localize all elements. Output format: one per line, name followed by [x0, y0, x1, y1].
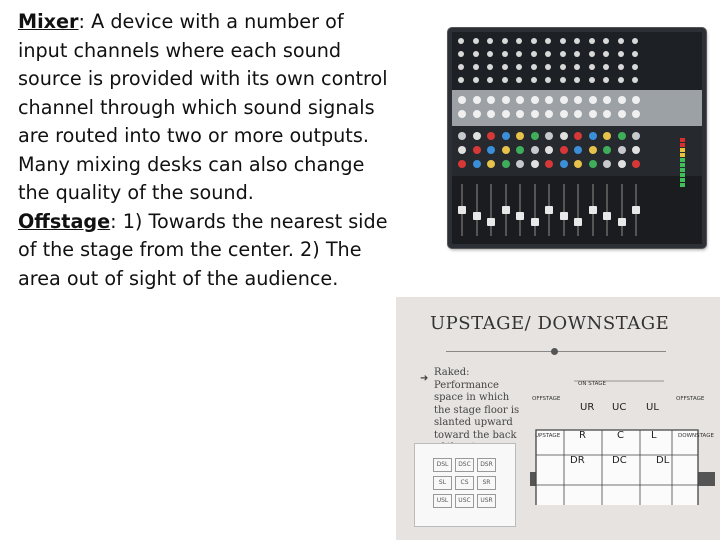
fader-track: [476, 184, 478, 236]
eq-knob-icon: [632, 146, 640, 154]
eq-knob-icon: [632, 160, 640, 168]
input-jack-icon: [473, 51, 479, 57]
input-jack-icon: [618, 64, 624, 70]
input-jack-icon: [589, 64, 595, 70]
offstage-definition-text: : 1) Towards the nearest side of the stage from the center. 2) The area out of sight of the audience.: [18, 209, 388, 290]
cell-ur: UR: [580, 402, 595, 413]
channel-knob-icon: [487, 96, 495, 104]
fader-cap-icon: [603, 212, 611, 220]
input-jack-icon: [502, 64, 508, 70]
eq-knob-icon: [502, 160, 510, 168]
channel-knob-icon: [632, 96, 640, 104]
input-jack-icon: [531, 38, 537, 44]
fader-track: [490, 184, 492, 236]
fader-track: [563, 184, 565, 236]
channel-knob-icon: [487, 110, 495, 118]
input-jack-icon: [589, 38, 595, 44]
eq-knob-icon: [458, 132, 466, 140]
eq-knob-icon: [618, 160, 626, 168]
input-jack-icon: [458, 77, 464, 83]
input-jack-icon: [574, 51, 580, 57]
inset-cell: SR: [477, 476, 496, 490]
input-jack-icon: [545, 38, 551, 44]
level-meter-led: [680, 138, 685, 142]
eq-knob-icon: [531, 160, 539, 168]
cell-l: L: [651, 430, 657, 441]
mixer-photo: [448, 28, 706, 248]
channel-knob-icon: [516, 96, 524, 104]
input-jack-icon: [632, 51, 638, 57]
eq-knob-icon: [473, 132, 481, 140]
left-upstage-label: UPSTAGE: [535, 433, 561, 439]
inset-cell: USR: [477, 494, 496, 508]
level-meter-led: [680, 163, 685, 167]
cell-dc: DC: [612, 455, 627, 466]
input-jack-icon: [516, 64, 522, 70]
channel-knob-icon: [545, 96, 553, 104]
eq-knob-icon: [487, 160, 495, 168]
eq-knob-icon: [589, 160, 597, 168]
input-jack-icon: [618, 51, 624, 57]
stage-diagram-title: UPSTAGE/ DOWNSTAGE: [430, 313, 670, 334]
fader-track: [577, 184, 579, 236]
left-offstage-label: OFFSTAGE: [532, 396, 561, 402]
input-jack-icon: [458, 38, 464, 44]
input-jack-icon: [487, 51, 493, 57]
eq-knob-icon: [545, 132, 553, 140]
level-meter-led: [680, 143, 685, 147]
channel-knob-icon: [618, 110, 626, 118]
input-jack-icon: [603, 64, 609, 70]
input-jack-icon: [516, 51, 522, 57]
input-jack-icon: [473, 64, 479, 70]
mixer-term: Mixer: [18, 10, 79, 33]
input-jack-icon: [502, 51, 508, 57]
eq-knob-icon: [473, 146, 481, 154]
input-jack-icon: [473, 38, 479, 44]
eq-knob-icon: [574, 146, 582, 154]
fader-track: [519, 184, 521, 236]
fader-cap-icon: [502, 206, 510, 214]
fader-cap-icon: [618, 218, 626, 226]
input-jack-icon: [560, 77, 566, 83]
level-meter-led: [680, 148, 685, 152]
input-jack-icon: [603, 77, 609, 83]
input-jack-icon: [487, 38, 493, 44]
input-jack-icon: [574, 64, 580, 70]
eq-knob-icon: [458, 146, 466, 154]
right-downstage-label: DOWNSTAGE: [678, 433, 714, 439]
fader-cap-icon: [589, 206, 597, 214]
mixer-definition-text: : A device with a number of input channels where each sound source is provided with its own control channel through which sound signals are routed into two or more outputs. Many mixing desks can also change the quality of the sound.: [18, 10, 388, 204]
bullet-icon: ➜: [420, 373, 429, 384]
cell-dl: DL: [656, 455, 670, 466]
inset-cell: CS: [455, 476, 474, 490]
fader-track: [606, 184, 608, 236]
cell-dr: DR: [570, 455, 585, 466]
channel-knob-icon: [618, 96, 626, 104]
channel-knob-icon: [531, 110, 539, 118]
input-jack-icon: [560, 38, 566, 44]
inset-cell: DSL: [433, 458, 452, 472]
stage-grid-inset: [414, 443, 516, 527]
inset-cell: USC: [455, 494, 474, 508]
fader-cap-icon: [458, 206, 466, 214]
input-jack-icon: [473, 77, 479, 83]
level-meter-led: [680, 153, 685, 157]
input-jack-icon: [531, 51, 537, 57]
inset-cell: DSR: [477, 458, 496, 472]
level-meter-led: [680, 158, 685, 162]
eq-knob-icon: [560, 160, 568, 168]
cell-r: R: [579, 430, 586, 441]
fader-cap-icon: [632, 206, 640, 214]
fader-cap-icon: [545, 206, 553, 214]
inset-cell: DSC: [455, 458, 474, 472]
input-jack-icon: [589, 77, 595, 83]
eq-knob-icon: [618, 132, 626, 140]
inset-cell: SL: [433, 476, 452, 490]
fader-cap-icon: [574, 218, 582, 226]
eq-knob-icon: [502, 146, 510, 154]
input-jack-icon: [618, 77, 624, 83]
input-jack-icon: [574, 77, 580, 83]
eq-knob-icon: [516, 132, 524, 140]
channel-knob-icon: [502, 96, 510, 104]
input-jack-icon: [458, 64, 464, 70]
eq-knob-icon: [603, 146, 611, 154]
input-jack-icon: [545, 77, 551, 83]
definitions-text: [18, 8, 390, 293]
channel-knob-icon: [516, 110, 524, 118]
channel-knob-icon: [473, 110, 481, 118]
cell-c: C: [617, 430, 624, 441]
eq-knob-icon: [589, 146, 597, 154]
input-jack-icon: [545, 64, 551, 70]
input-jack-icon: [560, 51, 566, 57]
channel-knob-icon: [545, 110, 553, 118]
top-label: ON STAGE: [578, 381, 607, 387]
input-jack-icon: [560, 64, 566, 70]
eq-knob-icon: [545, 160, 553, 168]
channel-knob-icon: [574, 96, 582, 104]
input-jack-icon: [603, 38, 609, 44]
eq-knob-icon: [531, 132, 539, 140]
eq-knob-icon: [560, 146, 568, 154]
channel-knob-icon: [560, 96, 568, 104]
input-jack-icon: [603, 51, 609, 57]
eq-knob-icon: [618, 146, 626, 154]
stage-diagram-image: [396, 297, 720, 540]
fader-track: [621, 184, 623, 236]
eq-knob-icon: [589, 132, 597, 140]
eq-knob-icon: [487, 146, 495, 154]
input-jack-icon: [531, 64, 537, 70]
input-jack-icon: [632, 38, 638, 44]
offstage-definition: [18, 208, 390, 294]
level-meter-led: [680, 183, 685, 187]
input-jack-icon: [502, 77, 508, 83]
channel-knob-icon: [589, 96, 597, 104]
fader-cap-icon: [560, 212, 568, 220]
channel-knob-icon: [603, 110, 611, 118]
fader-track: [534, 184, 536, 236]
channel-knob-icon: [603, 96, 611, 104]
cell-uc: UC: [612, 402, 627, 413]
input-jack-icon: [487, 77, 493, 83]
input-jack-icon: [589, 51, 595, 57]
eq-knob-icon: [502, 132, 510, 140]
fader-cap-icon: [516, 212, 524, 220]
input-jack-icon: [574, 38, 580, 44]
input-jack-icon: [531, 77, 537, 83]
eq-knob-icon: [473, 160, 481, 168]
input-jack-icon: [458, 51, 464, 57]
fader-cap-icon: [487, 218, 495, 226]
channel-knob-icon: [458, 110, 466, 118]
input-jack-icon: [632, 64, 638, 70]
input-jack-icon: [487, 64, 493, 70]
eq-knob-icon: [603, 160, 611, 168]
input-jack-icon: [545, 51, 551, 57]
eq-knob-icon: [574, 160, 582, 168]
eq-knob-icon: [516, 160, 524, 168]
mixer-definition: [18, 8, 390, 208]
channel-knob-icon: [632, 110, 640, 118]
eq-knob-icon: [516, 146, 524, 154]
eq-knob-icon: [531, 146, 539, 154]
channel-knob-icon: [473, 96, 481, 104]
cell-ul: UL: [646, 402, 659, 413]
channel-knob-icon: [574, 110, 582, 118]
eq-knob-icon: [574, 132, 582, 140]
fader-cap-icon: [531, 218, 539, 226]
input-jack-icon: [618, 38, 624, 44]
right-offstage-label: OFFSTAGE: [676, 396, 705, 402]
input-jack-icon: [516, 38, 522, 44]
eq-knob-icon: [560, 132, 568, 140]
eq-knob-icon: [603, 132, 611, 140]
input-jack-icon: [632, 77, 638, 83]
divider-dot-icon: [551, 348, 558, 355]
eq-knob-icon: [458, 160, 466, 168]
channel-knob-icon: [589, 110, 597, 118]
level-meter-led: [680, 173, 685, 177]
input-jack-icon: [516, 77, 522, 83]
inset-cell: USL: [433, 494, 452, 508]
channel-knob-icon: [560, 110, 568, 118]
eq-knob-icon: [545, 146, 553, 154]
raked-definition: Raked: Performance space in which the stage floor is slanted upward toward the back: [434, 367, 520, 441]
fader-cap-icon: [473, 212, 481, 220]
eq-knob-icon: [632, 132, 640, 140]
level-meter-led: [680, 178, 685, 182]
channel-knob-icon: [531, 96, 539, 104]
input-jack-icon: [502, 38, 508, 44]
eq-knob-icon: [487, 132, 495, 140]
channel-knob-icon: [502, 110, 510, 118]
channel-knob-icon: [458, 96, 466, 104]
level-meter-led: [680, 168, 685, 172]
offstage-term: Offstage: [18, 209, 111, 233]
